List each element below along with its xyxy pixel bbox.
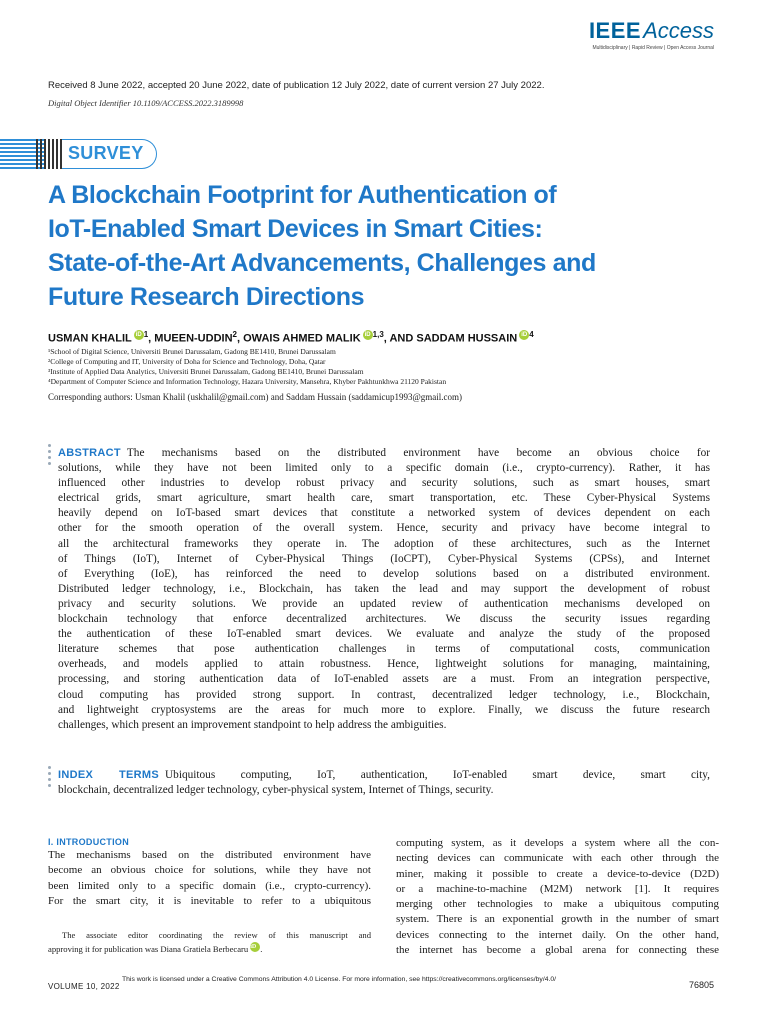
abstract-line: the authentication of these IoT-enabled smart devices. We evaluate and analyze the study of the proposed [58, 628, 710, 641]
body-line: been limited only to a specific domain (i.e., crypto-currency). [48, 879, 371, 892]
abstract-line: literature schemes that pose authentication challenges in terms of computational costs, communication [58, 643, 710, 656]
decorative-bars [36, 139, 62, 169]
editor-note [48, 928, 371, 956]
author-separator: , [148, 332, 155, 345]
intro-left-column [48, 836, 371, 909]
affiliations [48, 347, 446, 387]
editor-note-line: The associate editor coordinating the review of this manuscript and [62, 930, 371, 940]
body-line: or a machine-to-machine (M2M) network [1]. It requires [396, 882, 719, 895]
body-line: devices connecting to the internet daily. On the other hand, [396, 928, 719, 941]
author-separator: , [383, 332, 390, 345]
journal-name [589, 20, 714, 42]
footer-page-number: 76805 [688, 980, 714, 990]
journal-name-bold: IEEE [588, 18, 642, 43]
abstract-line: other for the smooth operation of the overall system. Hence, security and privacy have become integral to [58, 522, 710, 535]
abstract-line: challenges, which present an improvement standpoint to help address the ambiguities. [58, 718, 447, 731]
author-affiliation-mark: 4 [529, 330, 534, 339]
orcid-icon[interactable]: iD [135, 332, 142, 338]
section-heading: I. INTRODUCTION [48, 837, 129, 847]
title-line: A Blockchain Footprint for Authentication of [48, 181, 557, 209]
corresponding-authors: Corresponding authors: Usman Khalil (uskhalil@gmail.com) and Saddam Hussain (saddamicup1993@gmail.com) [48, 392, 463, 402]
abstract [58, 446, 710, 733]
journal-logo [589, 20, 714, 51]
orcid-icon[interactable]: iD [521, 332, 528, 338]
editor-note-period: . [260, 944, 263, 954]
abstract-label: ABSTRACT [58, 447, 121, 459]
abstract-line: all the architectural frameworks they operate in. The adoption of these architectures, such as the Internet [58, 537, 710, 550]
body-line: merging other technologies to make a ubiquitous computing [396, 898, 719, 911]
doi: Digital Object Identifier 10.1109/ACCESS.2022.3189998 [48, 98, 244, 108]
author-separator: , [236, 332, 244, 345]
abstract-line: heavily depend on IoT-based smart devices that constitute a networked system of devices dependent on each [58, 507, 710, 520]
abstract-line: and lightweight cryptosystems are the areas for much more to explore. Finally, we discuss the future research [58, 703, 710, 716]
abstract-line: of Things (IoT), Internet of Cyber-Physical Things (IoCPT), Cyber-Physical Systems (CPSs), and Internet [58, 552, 710, 565]
index-terms-line: blockchain, decentralized ledger technology, cyber-physical system, Internet of Things, security. [58, 784, 494, 797]
abstract-dots-icon [48, 444, 52, 468]
author-name: USMAN KHALIL [48, 332, 132, 345]
abstract-line: Distributed ledger technology, i.e., Blockchain, has taken the lead and may support the development of robust [58, 582, 710, 595]
body-line: For the smart city, it is inevitable to refer to a ubiquitous [48, 894, 371, 907]
author-name: MUEEN-UDDIN [154, 332, 233, 345]
author-list [48, 330, 728, 345]
editor-note-line-last [48, 942, 371, 956]
body-line: necting devices can communicate with each other through the [396, 852, 719, 865]
author-affiliation-mark: 1 [143, 330, 149, 339]
index-terms-dots-icon [48, 766, 52, 790]
title-line: Future Research Directions [48, 283, 365, 311]
body-line: system. There is an exponential growth in the number of smart [396, 913, 719, 926]
abstract-line: influenced other industries to develop robust privacy and security solutions, such as smart houses, smart [58, 477, 710, 490]
abstract-text: The mechanisms based on the distributed environment have become an obvious choice for [126, 447, 710, 459]
journal-tagline: Multidisciplinary | Rapid Review | Open Access Journal [592, 45, 714, 51]
abstract-line: blockchain technology that enforce decentralized architectures. We discuss the security issues regarding [58, 613, 710, 626]
abstract-line: electrical grids, smart agriculture, smart health care, smart transportation, etc. These Cyber-Physical Systems [58, 492, 710, 505]
intro-right-text [396, 836, 719, 958]
received-dates: Received 8 June 2022, accepted 20 June 2022, date of publication 12 July 2022, date of current version 27 July 2022. [48, 80, 545, 91]
index-terms-label: INDEX TERMS [58, 769, 160, 781]
orcid-icon[interactable]: iD [250, 942, 260, 952]
title-line: IoT-Enabled Smart Devices in Smart Cities: [48, 215, 543, 243]
body-line: The mechanisms based on the distributed environment have [48, 849, 371, 861]
abstract-line: overheads, and models applied to attain robustness. Hence, lightweight solutions for managing, maintaining, [58, 658, 710, 671]
author-affiliation-mark: 1,3 [372, 330, 384, 339]
footer-volume: VOLUME 10, 2022 [48, 982, 120, 991]
index-terms-text: Ubiquitous computing, IoT, authentication, IoT-enabled smart device, smart city, [165, 769, 710, 781]
author-name: OWAIS AHMED MALIK [243, 332, 361, 345]
author-affiliation-mark: 2 [232, 330, 237, 339]
affiliation-line: ⁴Department of Computer Science and Information Technology, Hazara University, Mansehra, Khyber Pakhtunkhwa 21120 Pakistan [48, 377, 447, 386]
body-line: miner, making it possible to create a device-to-device (D2D) [396, 867, 719, 880]
affiliation-line: ²College of Computing and IT, University of Doha for Science and Technology, Doha, Qatar [48, 357, 326, 366]
article-type-label: SURVEY [62, 139, 157, 169]
article-type-band [0, 137, 160, 171]
orcid-icon[interactable]: iD [364, 332, 371, 338]
body-line: computing system, as it develops a system where all the con- [396, 837, 719, 849]
index-terms [58, 768, 710, 798]
index-terms-line-first [58, 768, 710, 783]
abstract-line: solutions, while they have not been limited only to a specific domain (i.e., crypto-currency). Rather, it has [58, 462, 710, 475]
affiliation-line: ¹School of Digital Science, Universiti Brunei Darussalam, Gadong BE1410, Brunei Darussalam [48, 347, 336, 356]
abstract-line: cloud computing has provided strong support. In contrast, decentralized ledger technology, i.e., Blockchain, [58, 688, 710, 701]
body-line: the internet has become a global arena for connecting these [396, 944, 719, 957]
editor-note-text: approving it for publication was Diana Gratiela Berbecaru [48, 944, 249, 954]
footer-license[interactable]: This work is licensed under a Creative Commons Attribution 4.0 License. For more information, see https://creativecommons.org/licenses/by/4.0/ [122, 976, 557, 983]
journal-name-italic: Access [643, 18, 714, 43]
intro-right-column [396, 836, 719, 958]
abstract-line: of Everything (IoE), has reinforced the need to develop solutions based on a distributed environment. [58, 567, 710, 580]
abstract-line-first [58, 446, 710, 461]
paper-title [48, 178, 688, 314]
body-line: become an obvious choice for solutions, while they have not [48, 864, 371, 877]
affiliation-line: ³Institute of Applied Data Analytics, Universiti Brunei Darussalam, Gadong BE1410, Brunei Darussalam [48, 367, 364, 376]
author-name: AND SADDAM HUSSAIN [389, 332, 518, 345]
abstract-line: processing, and storing authentication data of IoT-enabled assets are a must. From an integration perspective, [58, 673, 710, 686]
intro-left-text [48, 848, 371, 909]
abstract-line: privacy and security solutions. We provide an updated review of authentication mechanisms developed on [58, 597, 710, 610]
title-line: State-of-the-Art Advancements, Challenges and [48, 249, 596, 277]
